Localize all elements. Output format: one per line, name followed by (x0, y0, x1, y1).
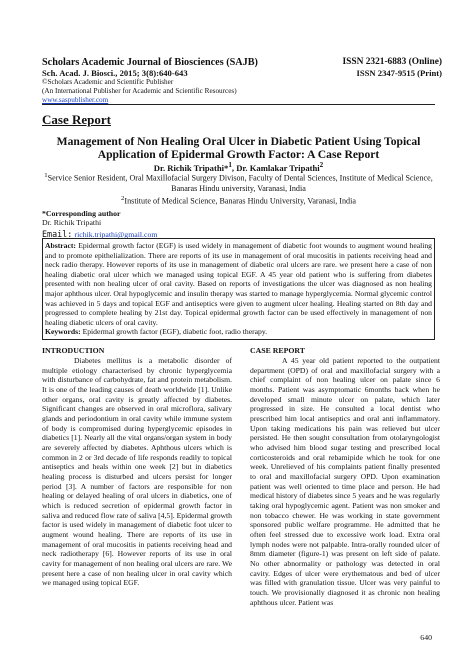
author-separator: , Dr. Kamlakar Tripathi (231, 162, 320, 173)
case-report-label: Case Report (42, 112, 111, 127)
keywords (45, 327, 432, 337)
copyright: ©Scholars Academic and Scientific Publisher (42, 78, 174, 86)
case-report-text: A 45 year old patient reported to the outpatient department (OPD) of oral and maxillofacial surgery with a chief complaint of non healing ulcer on palate since 6 months. Patient was asymptomatic 6months back when he developed small minute ulcer on palate, which later progressed in size. He consulted a local dentist who prescribed him local antiseptics and oral anti inflammatory. Upon taking medications his pain was relieved but ulcer persisted. He then sought consultation from otolaryngologist who advised him blood sugar testing and prescribed local corticosteroids and oral rebamipide which he took for one week. Unrelieved of his complaints patient finally presented to oral and maxillofacial surgery OPD. Upon examination patient was well oriented to time place and person. He had medical history of diabetes since 5 years and he was regularly taking oral hypoglycemic agent. Patient was non smoker and non tobacco chewer. He was working in state government sponsored public welfare programme. He admitted that he often feel stressed due to excessive work load. Extra oral lymph nodes were not palpable. Intra-orally rounded ulcer of 8mm diameter (figure-1) was present on left side of palate. No other abnormality or pathology was detected in oral cavity. Edges of ulcer were erythematous and bed of ulcer was filled with granulation tissue. Ulcer was very painful to touch. We provisionally diagnosed it as chronic non healing aphthous ulcer. Patient was (250, 356, 440, 607)
affiliations (42, 171, 435, 207)
email-link[interactable]: richik.tripathi@gmail.com (74, 229, 158, 239)
introduction-heading: INTRODUCTION (42, 346, 105, 355)
abstract-box (42, 238, 435, 340)
header-rule (42, 104, 435, 105)
journal-header (42, 57, 442, 106)
introduction-column (42, 346, 232, 588)
author-1: Dr. Richik Tripathi* (153, 162, 229, 173)
corresponding-author (42, 209, 157, 240)
case-report-column (250, 346, 440, 607)
journal-name: Scholars Academic Journal of Biosciences (SAJB) (42, 57, 258, 68)
issn-online: ISSN 2321-6883 (Online) (342, 57, 442, 67)
abstract-text (45, 241, 432, 327)
keywords-label: Keywords: (45, 327, 81, 337)
author-1-sup: 1 (228, 161, 232, 169)
abstract-label: Abstract: (45, 241, 76, 250)
affiliation-1: $^1$Service Senior Resident, Oral Maxillofacial Surgery Divison, Faculty of Dental Sciences, Institute of Medical Science, Banaras Hindu university, Varanasi, India (44, 172, 433, 193)
affiliation-2: $^2$Institute of Medical Science, Banaras Hindu University, Varanasi, India (121, 195, 356, 206)
corresponding-name: Dr. Richik Tripathi (42, 218, 102, 228)
corresponding-label: *Corresponding author (42, 209, 121, 218)
publisher-note: (An International Publisher for Academic and Scientific Resources) (42, 87, 237, 96)
page-number: 640 (420, 633, 432, 642)
abstract-body: Epidermal growth factor (EGF) is used widely in management of diabetic foot wounds to augment wound healing and to promote epithelialization. There are reports of its use in management of oral mucositis in patients receiving head and neck radio therapy. However reports of its use in management of diabetic oral ulcers are rare. we present here a case of non healing diabetic oral ulcer which we managed using topical EGF. A 45 year old patient who is suffering from diabetes presented with non healing ulcer of oral cavity. Based on reports of investigations the ulcer was diagnosed as non healing major aphthous ulcer. Oral hypoglycemic and insulin therapy was started to manage hyperglycemia. Normal glycemic control was achieved in 5 days and topical EGF and antiseptics were given to augment ulcer healing. Healing started on 8th day and progressed to complete healing by 21st day. Topical epidermal growth factor can be used effectively in management of non healing diabetic ulcers of oral cavity. (45, 241, 432, 327)
email-label: Email: (42, 228, 73, 239)
article-title: Management of Non Healing Oral Ulcer in Diabetic Patient Using Topical Application of Epidermal Growth Factor: A Case Report (56, 135, 421, 161)
keywords-body: Epidermal growth factor (EGF), diabetic foot, radio therapy. (80, 327, 268, 337)
case-report-heading: CASE REPORT (250, 346, 305, 355)
issn-print: ISSN 2347-9515 (Print) (356, 68, 442, 78)
introduction-text: Diabetes mellitus is a metabolic disorder of multiple etiology characterised by chronic hyperglycemia with disturbance of carbohydrate, fat and protein metabolism. It is one of the leading causes of death worldwide [1]. Unlike other organs, oral cavity is greatly affected by diabetes. Significant changes are observed in oral microflora, salivary glands and periodontium in oral cavity while immune system of body is compromised during hyperglycemic episodes in diabetics [1]. Nearly all the vital organs/organ system in body are severely affected by diabetes. Aphthous ulcers which is common in 2 or 3rd decade of life responds readily to topical antiseptics and heals within one week [2] but in diabetics healing process is disturbed and ulcers persist for longer period [3]. A number of factors are responsible for non healing or delayed healing of oral ulcers in diabetics, one of which is reduced secretion of epidermal growth factor in saliva and reduced flow rate of saliva [4,5]. Epidermal growth factor is used widely in management of diabetic foot ulcer to augment wound healing. There are reports of its use in management of oral mucositis in patients receiving head and neck radiotherapy [6]. However reports of its use in oral cavity for management of non healing oral ulcers are rare. We present here a case of non healing ulcer in oral cavity which we managed using topical EGF. (42, 356, 232, 588)
website-link[interactable]: www.saspublisher.com (42, 96, 109, 105)
citation: Sch. Acad. J. Biosci., 2015; 3(8):640-643 (42, 68, 188, 78)
author-2-sup: 2 (319, 161, 324, 169)
